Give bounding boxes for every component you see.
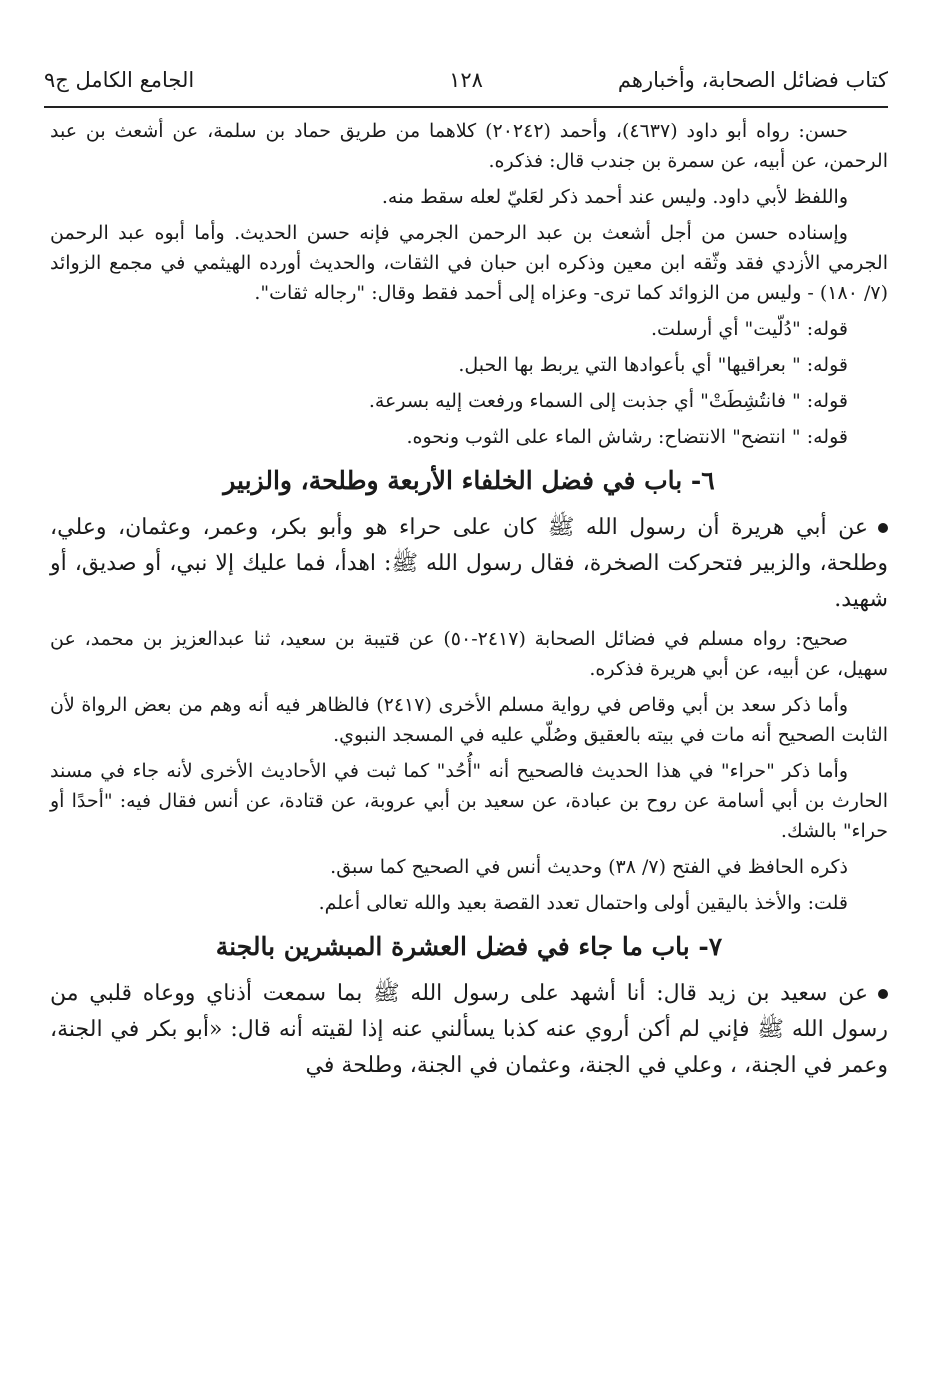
running-title: كتاب فضائل الصحابة، وأخبارهم	[617, 68, 888, 92]
gloss-note: قوله: " فانتُشِطَتْ" أي جذبت إلى السماء ورفعت إليه بسرعة.	[368, 390, 848, 412]
commentary-paragraph: قلت: والأخذ باليقين أولى واحتمال تعدد القصة بعيد والله تعالى أعلم.	[318, 892, 848, 914]
chapter-6-heading: ٦- باب في فضل الخلفاء الأربعة وطلحة، والزبير	[223, 466, 715, 495]
volume-label: الجامع الكامل ج٩	[44, 68, 195, 92]
commentary-paragraph: وأما ذكر سعد بن أبي وقاص في رواية مسلم الأخرى (٢٤١٧) فالظاهر فيه أنه وهم من بعض الرواة لأن الثابت الصحيح أنه مات في بيته بالعقيق وصُلّي عليه في المسجد النبوي.	[50, 694, 888, 746]
hadith-body: عن أبي هريرة أن رسول الله ﷺ كان على حراء هو وأبو بكر، وعمر، وعثمان، وعلي، وطلحة، والزبير فتحركت الصخرة، فقال رسول الله ﷺ: اهدأ، فما عليك إلا نبي، أو صديق، أو شهيد.	[50, 515, 888, 612]
takhrij-paragraph: صحيح: رواه مسلم في فضائل الصحابة (٢٤١٧-٥٠) عن قتيبة بن سعيد، ثنا عبدالعزيز بن محمد، عن سهيل، عن أبيه، عن أبي هريرة فذكره.	[50, 628, 888, 680]
commentary-paragraph: ذكره الحافظ في الفتح (٧/ ٣٨) وحديث أنس في الصحيح كما سبق.	[330, 856, 848, 878]
gloss-note: قوله: " بعراقيها" أي بأعوادها التي يربط بها الحبل.	[458, 354, 848, 376]
wording-note: واللفظ لأبي داود. وليس عند أحمد ذكر لعَليّ لعله سقط منه.	[381, 186, 848, 208]
takhrij-paragraph: حسن: رواه أبو داود (٤٦٣٧)، وأحمد (٢٠٢٤٢) كلاهما من طريق حماد بن سلمة، عن أشعث بن عبد الرحمن، عن أبيه، عن سمرة بن جندب قال: فذكره.	[50, 120, 888, 172]
page-body	[50, 116, 888, 1090]
isnad-paragraph: وإسناده حسن من أجل أشعث بن عبد الرحمن الجرمي فإنه حسن الحديث. وأما أبوه عبد الرحمن الجرمي الأزدي فقد وثّقه ابن معين وذكره ابن حبان في الثقات، والحديث أورده الهيثمي في مجمع الزوائد (٧/ ١٨٠) - وليس من الزوائد كما ترى- وعزاه إلى أحمد فقط وقال: "رجاله ثقات".	[50, 222, 888, 304]
chapter-7-heading: ٧- باب ما جاء في فضل العشرة المبشرين بالجنة	[215, 932, 723, 961]
gloss-note: قوله: " انتضح" الانتضاح: رشاش الماء على الثوب ونحوه.	[406, 426, 848, 448]
page-number: ١٢٨	[449, 68, 483, 92]
bullet-icon	[878, 523, 888, 533]
commentary-paragraph: وأما ذكر "حراء" في هذا الحديث فالصحيح أنه "أُحُد" كما ثبت في الأحاديث الأخرى لأنه جاء في مسند الحارث بن أبي أسامة عن روح بن عبادة، عن سعيد بن أبي عروبة، عن قتادة، عن أنس فقال فيه: "أحدًا أو حراء" بالشك.	[50, 760, 889, 842]
hadith-text	[50, 976, 888, 1084]
page-header	[44, 62, 888, 108]
gloss-note: قوله: "دُلّيت" أي أرسلت.	[650, 318, 848, 340]
hadith-text	[50, 510, 888, 618]
bullet-icon	[878, 989, 888, 999]
hadith-body: عن سعيد بن زيد قال: أنا أشهد على رسول الله ﷺ بما سمعت أذناي ووعاه قلبي من رسول الله ﷺ فإني لم أكن أروي عنه كذبا يسألني عنه إذا لقيته أنه قال: «أبو بكر في الجنة، وعمر في الجنة، ، وعلي في الجنة، وعثمان في الجنة، وطلحة في	[50, 981, 888, 1078]
header-rule	[44, 106, 888, 108]
